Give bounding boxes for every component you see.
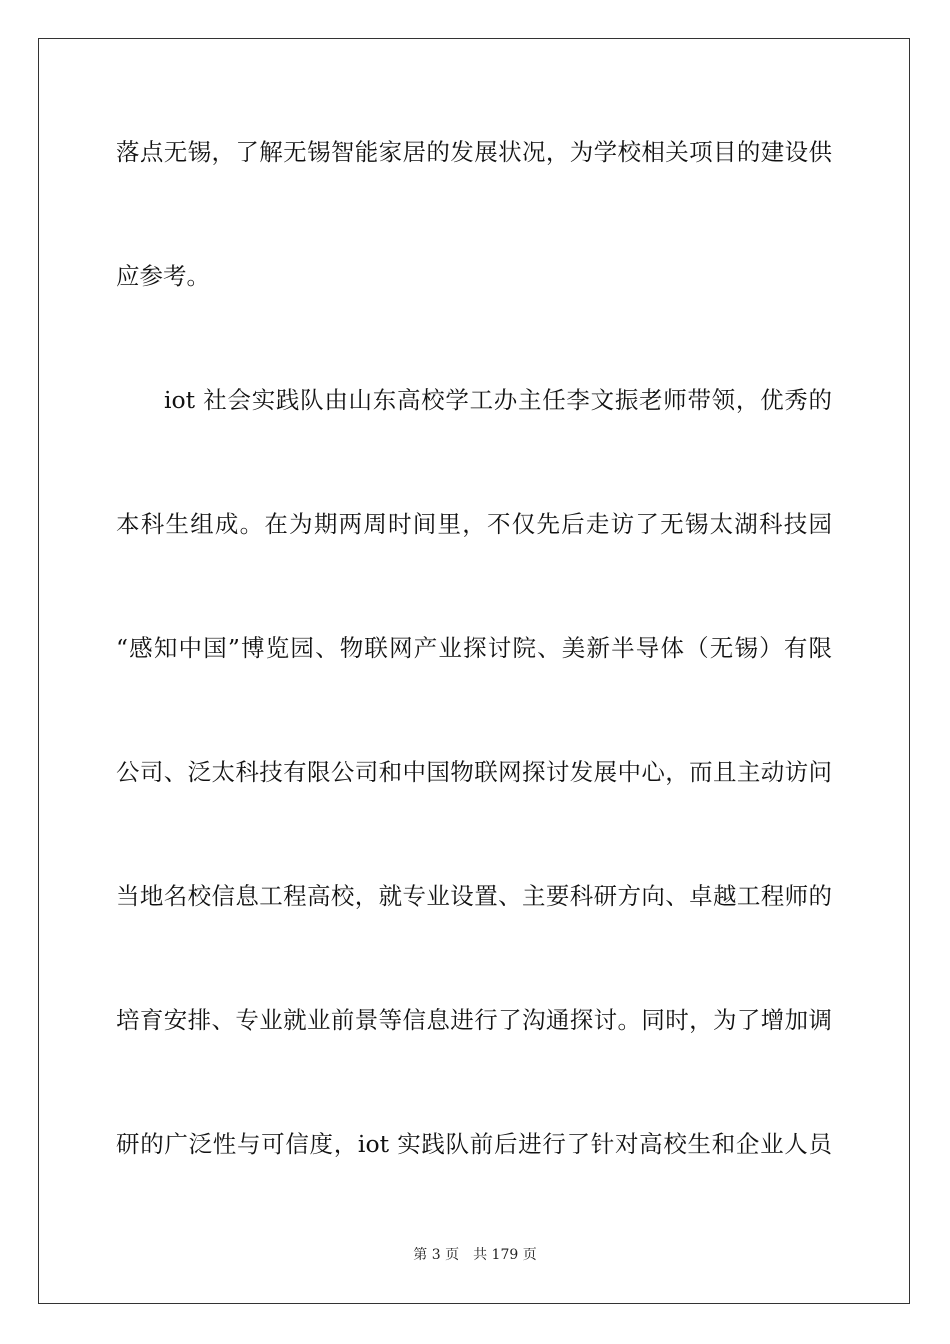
body-line-1: 落点无锡，了解无锡智能家居的发展状况，为学校相关项目的建设供 <box>116 138 832 166</box>
total-pages: 共 179 页 <box>473 1247 537 1263</box>
body-line-9: 研的广泛性与可信度，iot 实践队前后进行了针对高校生和企业人员 <box>116 1130 832 1158</box>
page-footer <box>0 1246 950 1264</box>
page-border <box>38 38 910 1304</box>
body-line-5: “感知中国”博览园、物联网产业探讨院、美新半导体（无锡）有限 <box>116 634 832 662</box>
page-number: 第 3 页 <box>413 1247 460 1263</box>
body-line-2: 应参考。 <box>116 262 210 290</box>
body-line-4: 本科生组成。在为期两周时间里，不仅先后走访了无锡太湖科技园 <box>116 510 832 538</box>
body-line-6: 公司、泛太科技有限公司和中国物联网探讨发展中心，而且主动访问 <box>116 758 832 786</box>
body-line-7: 当地名校信息工程高校，就专业设置、主要科研方向、卓越工程师的 <box>116 882 832 910</box>
body-line-3: iot 社会实践队由山东高校学工办主任李文振老师带领，优秀的 <box>164 386 832 414</box>
body-line-8: 培育安排、专业就业前景等信息进行了沟通探讨。同时，为了增加调 <box>116 1006 832 1034</box>
